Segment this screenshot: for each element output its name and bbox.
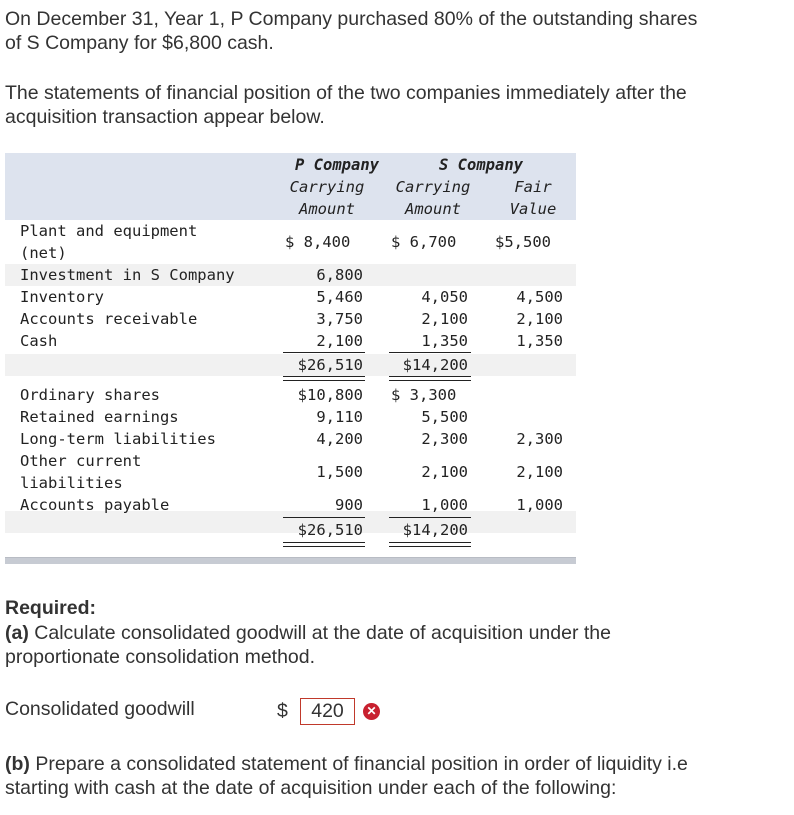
total-liabilities-s: $14,200 — [402, 521, 468, 539]
header-s-company: S Company — [439, 156, 523, 174]
part-b-line-1: Prepare a consolidated statement of financial position in order of liquidity i.e — [29, 753, 688, 775]
subtotal-rule — [389, 352, 471, 353]
intro-line-2: of S Company for $6,800 cash. — [5, 32, 274, 54]
row-label: Other current — [20, 452, 142, 470]
cell-p: 900 — [335, 496, 363, 514]
x-circle-icon: ✕ — [363, 703, 380, 720]
cell-s-carrying: 2,300 — [421, 430, 468, 448]
cell-s-fair: $5,500 — [495, 233, 551, 251]
cell-s-fair: 4,500 — [516, 288, 563, 306]
cell-p: 2,100 — [316, 332, 363, 350]
financial-position-table — [5, 153, 576, 563]
cell-p: 6,800 — [316, 266, 363, 284]
part-b-question — [5, 752, 688, 776]
cell-s-fair: 2,100 — [516, 463, 563, 481]
row-label: Investment in S Company — [20, 266, 235, 284]
consolidated-goodwill-label: Consolidated goodwill — [5, 698, 195, 720]
header-amount-s: Amount — [405, 200, 461, 218]
intro-line-3: The statements of financial position of the two companies immediately after the — [5, 82, 687, 104]
intro-line-1: On December 31, Year 1, P Company purchased 80% of the outstanding shares — [5, 8, 698, 30]
row-label: Accounts payable — [20, 496, 170, 514]
row-label: Long-term liabilities — [20, 430, 216, 448]
header-carrying-s: Carrying — [395, 178, 471, 196]
part-b-label: (b) — [5, 753, 30, 775]
total-liabilities-p: $26,510 — [297, 521, 363, 539]
part-a-line-1: Calculate consolidated goodwill at the date of acquisition under the — [28, 622, 611, 644]
header-carrying-p: Carrying — [289, 178, 365, 196]
cell-p: $10,800 — [297, 386, 363, 404]
cell-s-fair: 2,100 — [516, 310, 563, 328]
row-label: Inventory — [20, 288, 104, 306]
cell-s-carrying: 5,500 — [421, 408, 468, 426]
cell-p: 4,200 — [316, 430, 363, 448]
total-double-rule — [389, 542, 471, 547]
cell-s-fair: 1,000 — [516, 496, 563, 514]
cell-s-carrying: $ 3,300 — [391, 386, 457, 404]
header-amount-p: Amount — [299, 200, 355, 218]
cell-s-fair: 1,350 — [516, 332, 563, 350]
part-a-question — [5, 621, 611, 645]
header-p-company: P Company — [295, 156, 379, 174]
total-assets-s: $14,200 — [402, 356, 468, 374]
header-fair: Fair — [514, 178, 552, 196]
cell-s-carrying: 2,100 — [421, 310, 468, 328]
row-label-cont: (net) — [20, 244, 67, 262]
cell-s-carrying: 1,000 — [421, 496, 468, 514]
cell-s-carrying: 1,350 — [421, 332, 468, 350]
part-a-line-2: proportionate consolidation method. — [5, 646, 316, 668]
subtotal-rule — [283, 517, 365, 518]
currency-symbol: $ — [277, 700, 288, 722]
subtotal-rule — [283, 352, 365, 353]
total-double-rule — [283, 376, 365, 381]
part-a-label: (a) — [5, 622, 29, 644]
header-value: Value — [509, 200, 557, 218]
row-label: Accounts receivable — [20, 310, 198, 328]
intro-line-4: acquisition transaction appear below. — [5, 106, 325, 128]
cell-s-carrying: $ 6,700 — [391, 233, 457, 251]
row-label-cont: liabilities — [20, 474, 123, 492]
subtotal-rule — [389, 517, 471, 518]
required-heading: Required: — [5, 597, 97, 619]
cell-p: 1,500 — [316, 463, 363, 481]
table-footer-band — [5, 557, 576, 564]
total-assets-p: $26,510 — [297, 356, 363, 374]
cell-s-fair: 2,300 — [516, 430, 563, 448]
row-label: Ordinary shares — [20, 386, 160, 404]
row-label: Cash — [20, 332, 58, 350]
row-label: Plant and equipment — [20, 222, 198, 240]
cell-s-carrying: 2,100 — [421, 463, 468, 481]
consolidated-goodwill-input[interactable]: 420 — [300, 698, 355, 725]
part-b-line-2: starting with cash at the date of acquisition under each of the following: — [5, 777, 617, 799]
cell-p: $ 8,400 — [285, 233, 351, 251]
cell-p: 9,110 — [316, 408, 363, 426]
total-double-rule — [389, 376, 471, 381]
cell-p: 5,460 — [316, 288, 363, 306]
row-label: Retained earnings — [20, 408, 179, 426]
cell-p: 3,750 — [316, 310, 363, 328]
cell-s-carrying: 4,050 — [421, 288, 468, 306]
total-double-rule — [283, 542, 365, 547]
